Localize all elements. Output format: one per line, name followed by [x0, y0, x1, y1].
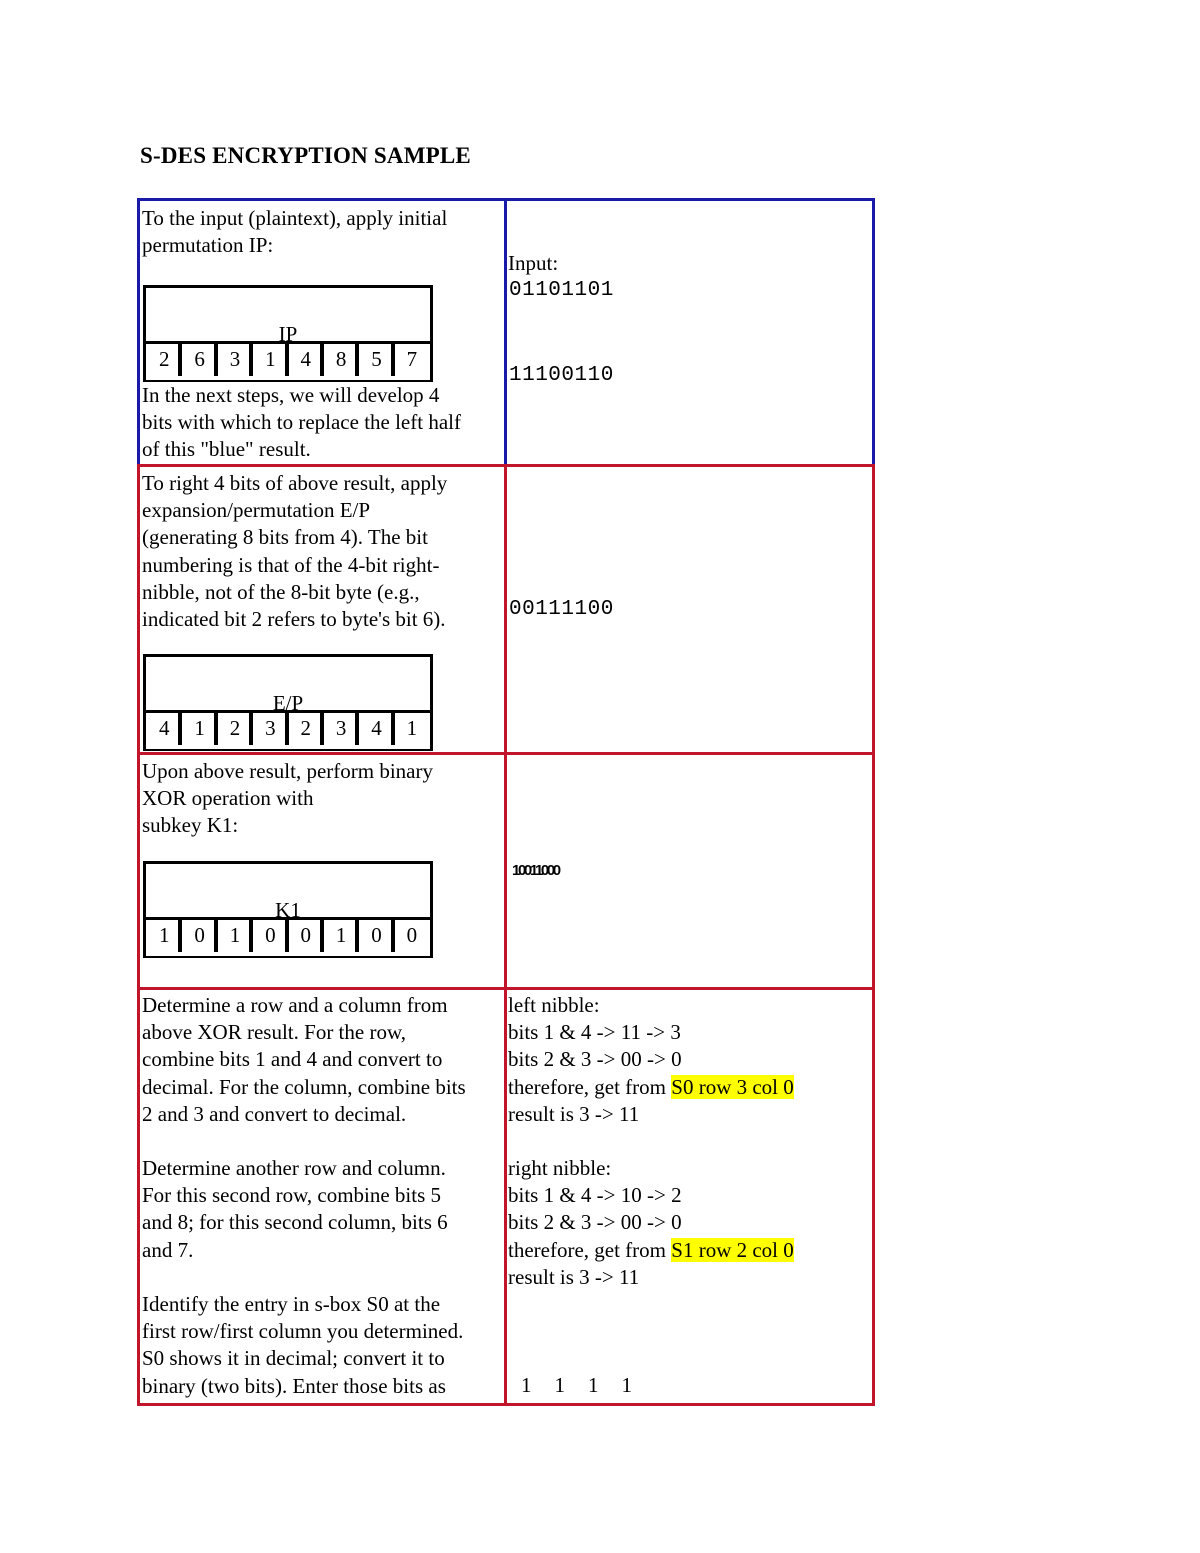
red-border-right — [872, 464, 875, 1406]
ep-cell: 4 — [150, 713, 182, 745]
ip-cell: 7 — [406, 347, 418, 371]
k1-cell: 1 — [221, 920, 253, 952]
row4-bits — [521, 1373, 632, 1398]
row1-instruction-bottom: In the next steps, we will develop 4 bits with which to replace the left half of this "blue" result. — [142, 383, 461, 462]
ip-table-cells — [146, 344, 430, 376]
row2-border-top — [137, 464, 875, 467]
row3-border-top — [137, 752, 875, 755]
red-border-left — [137, 464, 140, 1406]
k1-cell: 0 — [362, 920, 394, 952]
left-nibble-line1: bits 1 & 4 -> 11 -> 3 — [508, 1020, 681, 1045]
ip-cell: 5 — [362, 344, 394, 376]
k1-cell: 0 — [406, 923, 418, 947]
ip-cell: 6 — [185, 344, 217, 376]
right-nibble-line3 — [508, 1237, 794, 1264]
ep-cell: 4 — [362, 713, 394, 745]
row2-instruction: To right 4 bits of above result, apply expansion/permutation E/P (generating 8 bits from 4). The bit numbering is that of the 4-bit right- nibble, not of the 8-bit byte (e.g., indicated bit 2 refers to byte's bit 6). — [142, 471, 448, 632]
row1-border-top — [137, 198, 875, 201]
bit-value: 1 — [588, 1373, 599, 1397]
left-nibble-sbox-highlight: S0 row 3 col 0 — [671, 1074, 794, 1099]
red-border-mid — [504, 464, 507, 1406]
row1-border-mid — [504, 198, 507, 466]
ip-cell: 2 — [150, 344, 182, 376]
row1-border-right — [872, 198, 875, 466]
row4-instruction-b: Determine another row and column. For this second row, combine bits 5 and 8; for this second column, bits 6 and 7. — [142, 1156, 448, 1262]
ep-cell: 3 — [256, 713, 288, 745]
ip-cell: 8 — [327, 344, 359, 376]
row2-result-value: 00111100 — [509, 598, 614, 621]
k1-cell: 0 — [292, 920, 324, 952]
ep-table-cells — [146, 713, 430, 745]
table-border-bottom — [137, 1403, 875, 1406]
left-nibble-line3-prefix: therefore, get from — [508, 1074, 672, 1099]
row1-input-label: Input: — [508, 251, 559, 275]
k1-cell: 0 — [256, 920, 288, 952]
bit-value: 1 — [521, 1373, 532, 1397]
ip-cell: 1 — [256, 344, 288, 376]
row3-result-value: 10011000 — [512, 862, 559, 879]
left-nibble-line2: bits 2 & 3 -> 00 -> 0 — [508, 1047, 682, 1072]
row3-instruction: Upon above result, perform binary XOR operation with subkey K1: — [142, 759, 433, 838]
k1-table-cells — [146, 920, 430, 952]
ep-cell: 3 — [327, 713, 359, 745]
ip-table — [143, 285, 433, 382]
ep-cell: 1 — [185, 713, 217, 745]
ep-cell: 2 — [221, 713, 253, 745]
bit-value: 1 — [554, 1373, 565, 1397]
right-nibble-sbox-highlight: S1 row 2 col 0 — [671, 1237, 794, 1262]
k1-table — [143, 861, 433, 958]
ep-cell: 2 — [292, 713, 324, 745]
left-nibble-block — [508, 992, 794, 1128]
ep-table — [143, 654, 433, 751]
right-nibble-line1: bits 1 & 4 -> 10 -> 2 — [508, 1183, 682, 1208]
k1-cell: 1 — [150, 920, 182, 952]
row1-result-value: 11100110 — [509, 364, 614, 387]
right-nibble-line4: result is 3 -> 11 — [508, 1264, 640, 1289]
ep-table-label: E/P — [146, 657, 430, 713]
row1-instruction-top: To the input (plaintext), apply initial permutation IP: — [142, 206, 448, 258]
page-title: S-DES ENCRYPTION SAMPLE — [140, 143, 471, 168]
bit-value: 1 — [621, 1373, 632, 1397]
row4-instruction-a: Determine a row and a column from above XOR result. For the row, combine bits 1 and 4 and convert to decimal. For the column, combine bits 2 and 3 and convert to decimal. — [142, 993, 466, 1126]
row4-instruction-c: Identify the entry in s-box S0 at the first row/first column you determined. S0 shows it in decimal; convert it to binary (two bits). Enter those bits as — [142, 1292, 464, 1398]
left-nibble-heading: left nibble: — [508, 993, 600, 1017]
ip-table-label: IP — [146, 288, 430, 344]
row1-border-left — [137, 198, 140, 466]
k1-cell: 1 — [327, 920, 359, 952]
left-nibble-line4: result is 3 -> 11 — [508, 1101, 640, 1126]
left-nibble-line3 — [508, 1074, 794, 1101]
right-nibble-line3-prefix: therefore, get from — [508, 1237, 672, 1262]
right-nibble-heading: right nibble: — [508, 1156, 612, 1180]
right-nibble-block — [508, 1155, 794, 1291]
row4-border-top — [137, 987, 875, 990]
ep-cell: 1 — [406, 716, 418, 740]
ip-cell: 3 — [221, 344, 253, 376]
row1-input-value: 01101101 — [509, 279, 614, 302]
k1-cell: 0 — [185, 920, 217, 952]
k1-table-label: K1 — [146, 864, 430, 920]
right-nibble-line2: bits 2 & 3 -> 00 -> 0 — [508, 1210, 682, 1235]
ip-cell: 4 — [292, 344, 324, 376]
